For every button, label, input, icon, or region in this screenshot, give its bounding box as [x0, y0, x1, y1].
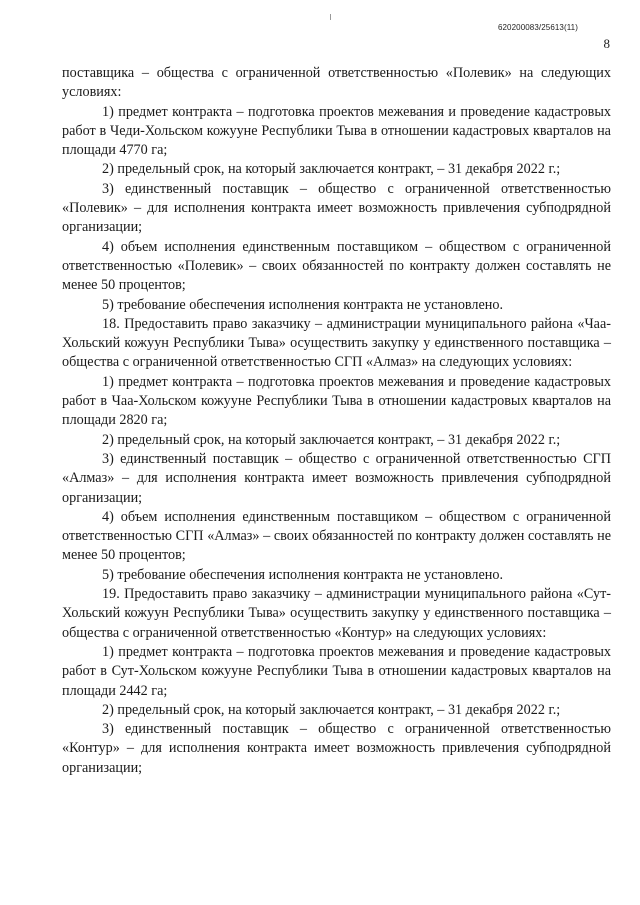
- paragraph: 3) единственный поставщик – общество с ограниченной ответственностью «Контур» – для исполнения контракта имеет возможность привлечения субподрядной организации;: [62, 721, 611, 776]
- paragraph: 3) единственный поставщик – общество с ограниченной ответственностью «Полевик» – для исполнения контракта имеет возможность привлечения субподрядной организации;: [62, 180, 611, 236]
- paragraph: 2) предельный срок, на который заключается контракт, – 31 декабря 2022 г.;: [102, 431, 561, 448]
- paragraph: 4) объем исполнения единственным поставщиком – обществом с ограниченной ответственностью «Полевик» – своих обязанностей по контракту должен составлять не менее 50 процентов;: [62, 238, 611, 294]
- paragraph: 1) предмет контракта – подготовка проектов межевания и проведение кадастровых работ в Сут-Хольском кожууне Республики Тыва в отношении кадастровых кварталов на площади 2442 га;: [62, 643, 611, 699]
- paragraph: 19. Предоставить право заказчику – администрации муниципального района «Сут-Хольский кожуун Республики Тыва» осуществить закупку у единственного поставщика – общества с ограниченной ответственностью «Контур» на следующих условиях:: [62, 586, 611, 641]
- paragraph: поставщика – общества с ограниченной ответственностью «Полевик» на следующих условиях:: [62, 65, 611, 101]
- paragraph: 5) требование обеспечения исполнения контракта не установлено.: [102, 566, 504, 583]
- paragraph: 1) предмет контракта – подготовка проектов межевания и проведение кадастровых работ в Чеди-Хольском кожууне Республики Тыва в отношении кадастровых кварталов на площади 4770 га;: [62, 103, 611, 159]
- page-number: 8: [603, 36, 610, 51]
- paragraph: 2) предельный срок, на который заключается контракт, – 31 декабря 2022 г.;: [102, 161, 561, 178]
- scan-mark: [330, 14, 331, 20]
- document-body: [62, 64, 611, 778]
- paragraph: 18. Предоставить право заказчику – администрации муниципального района «Чаа-Хольский кожуун Республики Тыва» осуществить закупку у единственного поставщика – общества с ограниченной ответственностью СГП «Алмаз» на следующих условиях:: [62, 315, 611, 371]
- paragraph: 2) предельный срок, на который заключается контракт, – 31 декабря 2022 г.;: [102, 701, 561, 718]
- paragraph: 3) единственный поставщик – общество с ограниченной ответственностью СГП «Алмаз» – для исполнения контракта имеет возможность привлечения субподрядной организации;: [62, 450, 611, 506]
- paragraph: 4) объем исполнения единственным поставщиком – обществом с ограниченной ответственностью СГП «Алмаз» – своих обязанностей по контракту должен составлять не менее 50 процентов;: [62, 508, 611, 564]
- paragraph: 1) предмет контракта – подготовка проектов межевания и проведение кадастровых работ в Чаа-Хольском кожууне Республики Тыва в отношении кадастровых кварталов на площади 2820 га;: [62, 373, 611, 429]
- paragraph: 5) требование обеспечения исполнения контракта не установлено.: [102, 296, 504, 313]
- document-code: 620200083/25613(11): [497, 23, 578, 32]
